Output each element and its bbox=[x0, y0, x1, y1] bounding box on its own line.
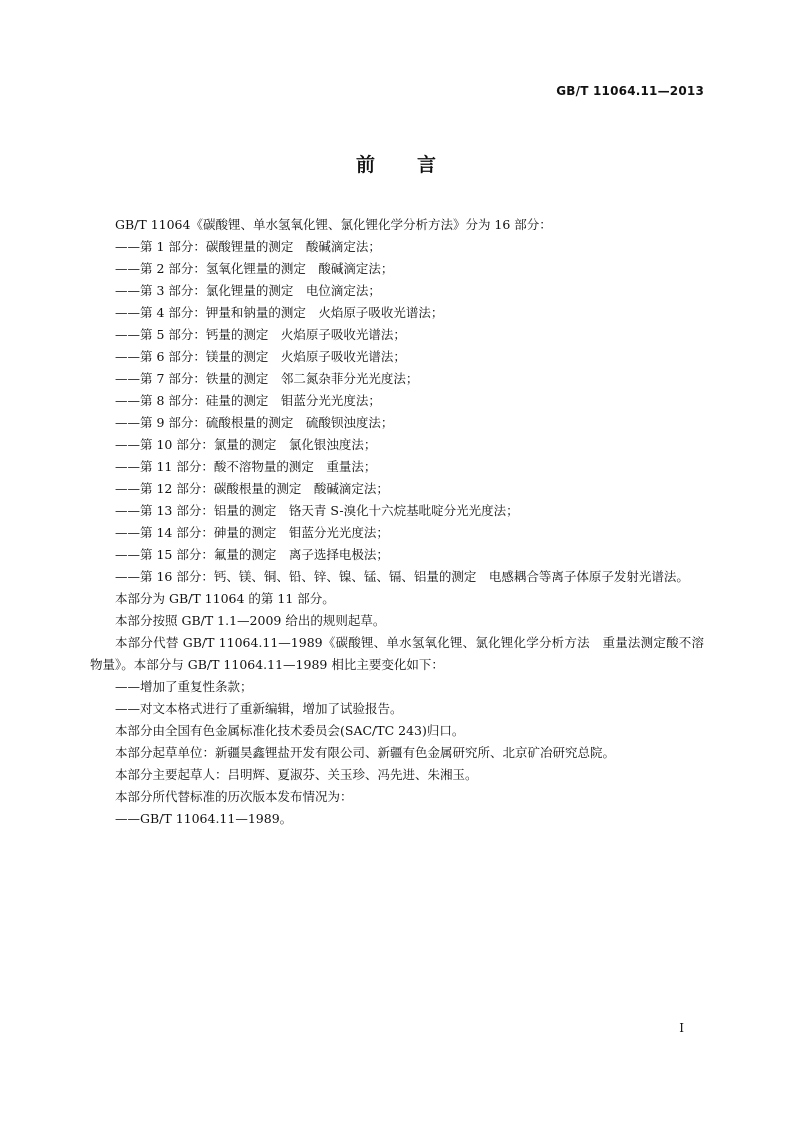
list-item-part-8: ——第 8 部分：硅量的测定 钼蓝分光光度法； bbox=[115, 393, 381, 408]
replacement-paragraph: 本部分代替 GB/T 11064.11—1989《碳酸锂、单水氢氧化锂、氯化锂化学分析方法 重量法测定酸不溶物量》。本部分与 GB/T 11064.11—1989 相比主要变化如下： bbox=[90, 635, 704, 672]
drafting-rule-statement: 本部分按照 GB/T 1.1—2009 给出的规则起草。 bbox=[115, 613, 386, 628]
list-item-part-9: ——第 9 部分：硫酸根量的测定 硫酸钡浊度法； bbox=[115, 415, 394, 430]
list-item-part-14: ——第 14 部分：砷量的测定 钼蓝分光光度法； bbox=[115, 525, 389, 540]
list-item-part-1: ——第 1 部分：碳酸锂量的测定 酸碱滴定法； bbox=[115, 239, 381, 254]
list-item-part-12: ——第 12 部分：碳酸根量的测定 酸碱滴定法； bbox=[115, 481, 389, 496]
part-statement: 本部分为 GB/T 11064 的第 11 部分。 bbox=[115, 591, 335, 606]
page-title bbox=[0, 150, 794, 177]
change-item-1: ——增加了重复性条款； bbox=[115, 679, 253, 694]
change-item-2: ——对文本格式进行了重新编辑，增加了试验报告。 bbox=[115, 701, 403, 716]
responsible-committee: 本部分由全国有色金属标准化技术委员会(SAC/TC 243)归口。 bbox=[115, 723, 465, 738]
list-item-part-15: ——第 15 部分：氟量的测定 离子选择电极法； bbox=[115, 547, 389, 562]
foreword-body bbox=[90, 214, 704, 830]
list-item-part-6: ——第 6 部分：镁量的测定 火焰原子吸收光谱法； bbox=[115, 349, 406, 364]
list-item-part-7: ——第 7 部分：铁量的测定 邻二氮杂菲分光光度法； bbox=[115, 371, 419, 386]
previous-edition-item: ——GB/T 11064.11—1989。 bbox=[115, 811, 293, 826]
page-number: I bbox=[679, 1021, 684, 1035]
standard-code: GB/T 11064.11—2013 bbox=[556, 84, 704, 98]
list-item-part-10: ——第 10 部分：氯量的测定 氯化银浊度法； bbox=[115, 437, 377, 452]
title-char-2: 言 bbox=[417, 154, 439, 176]
list-item-part-5: ——第 5 部分：钙量的测定 火焰原子吸收光谱法； bbox=[115, 327, 406, 342]
list-item-part-11: ——第 11 部分：酸不溶物量的测定 重量法； bbox=[115, 459, 377, 474]
intro-line: GB/T 11064《碳酸锂、单水氢氧化锂、氯化锂化学分析方法》分为 16 部分： bbox=[115, 217, 552, 232]
list-item-part-4: ——第 4 部分：钾量和钠量的测定 火焰原子吸收光谱法； bbox=[115, 305, 444, 320]
list-item-part-2: ——第 2 部分：氢氧化锂量的测定 酸碱滴定法； bbox=[115, 261, 394, 276]
list-item-part-16: ——第 16 部分：钙、镁、铜、铅、锌、镍、锰、镉、铝量的测定 电感耦合等离子体原子发射光谱法。 bbox=[115, 569, 689, 584]
main-drafters: 本部分主要起草人：吕明辉、夏淑芬、关玉珍、冯先进、朱湘玉。 bbox=[115, 767, 478, 782]
drafting-organizations: 本部分起草单位：新疆昊鑫锂盐开发有限公司、新疆有色金属研究所、北京矿冶研究总院。 bbox=[115, 745, 616, 760]
list-item-part-3: ——第 3 部分：氯化锂量的测定 电位滴定法； bbox=[115, 283, 381, 298]
title-char-1: 前 bbox=[355, 154, 377, 176]
previous-editions-heading: 本部分所代替标准的历次版本发布情况为： bbox=[115, 789, 353, 804]
list-item-part-13: ——第 13 部分：铝量的测定 铬天青 S-溴化十六烷基吡啶分光光度法； bbox=[115, 503, 519, 518]
